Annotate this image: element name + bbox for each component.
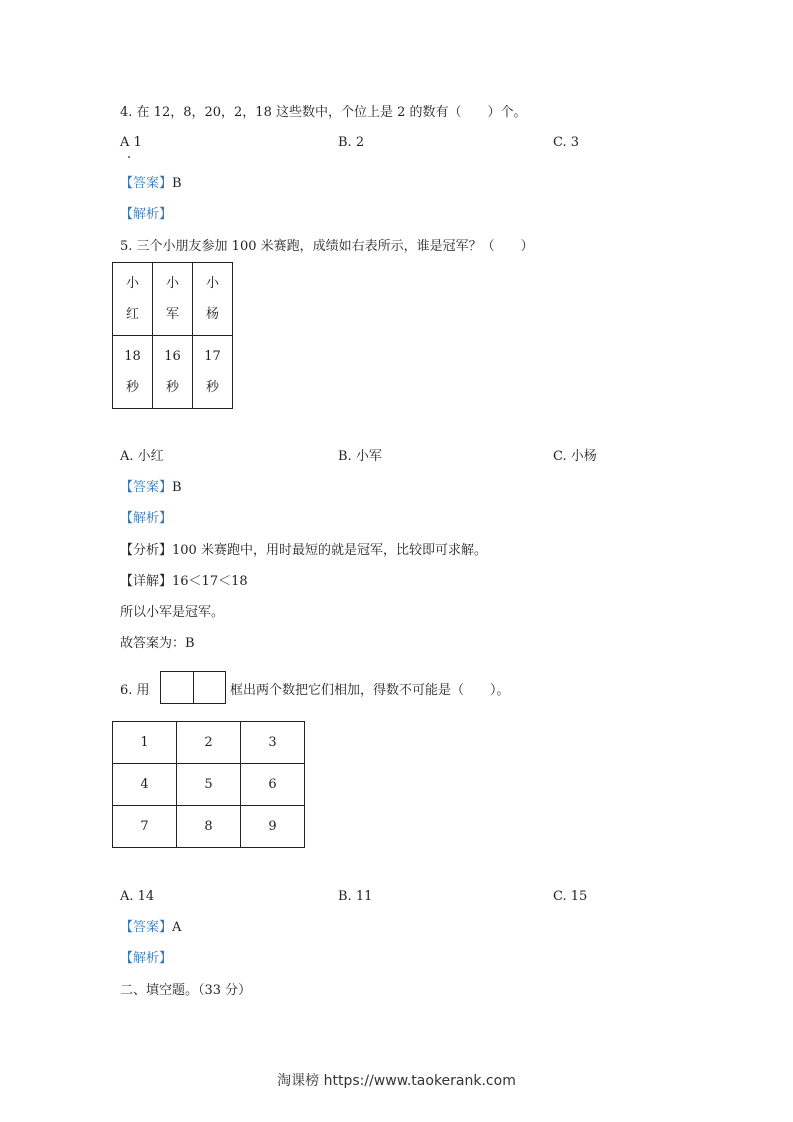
q4-option-c: C. 3 [553, 135, 580, 150]
q5-xiangjie-text: 16＜17＜18 [172, 574, 248, 589]
q5-name-1: 小 军 [165, 276, 179, 322]
q5-results-table [112, 262, 233, 409]
q5-option-c: C. 小杨 [553, 449, 597, 464]
grid-cell: 6 [241, 764, 305, 806]
grid-cell: 2 [177, 722, 241, 764]
q5-fenxi [120, 542, 487, 560]
q5-option-a: A. 小红 [120, 449, 164, 464]
q6-option-a: A. 14 [120, 889, 155, 904]
grid-cell: 9 [241, 806, 305, 848]
q5-time-1: 16 秒 [164, 349, 181, 395]
q5-answer [120, 479, 182, 497]
q5-fenxi-tag: 【分析】 [120, 543, 173, 558]
q6-option-b: B. 11 [338, 889, 373, 904]
q6-stem-suffix: 框出两个数把它们相加，得数不可能是（ ）。 [230, 683, 510, 698]
q4-option-a: A 1 [120, 135, 142, 150]
q5-time-cell [193, 336, 233, 409]
q4-answer [120, 175, 182, 193]
grid-cell: 3 [241, 722, 305, 764]
q5-time-cell [113, 336, 153, 409]
q5-answer-value: B [172, 480, 182, 495]
q4-answer-value: B [172, 176, 182, 191]
q5-name-cell [153, 263, 193, 336]
footer-watermark: 淘课榜 https://www.taokerank.com [277, 1073, 516, 1089]
q6-answer [120, 919, 181, 937]
q4-stem: 4. 在 12，8，20，2，18 这些数中，个位上是 2 的数有（ ）个。 [120, 105, 527, 120]
q5-fenxi-text: 100 米赛跑中，用时最短的就是冠军，比较即可求解。 [172, 543, 487, 558]
q5-name-cell [193, 263, 233, 336]
q5-xiangjie [120, 573, 248, 591]
q5-answer-tag: 【答案】 [120, 480, 173, 495]
section-heading: 二、填空题。（33 分） [120, 983, 252, 998]
q6-answer-tag: 【答案】 [120, 920, 173, 935]
grid-cell: 1 [113, 722, 177, 764]
q5-analysis-tag: 【解析】 [120, 511, 173, 526]
grid-cell: 7 [113, 806, 177, 848]
q5-time-cell [153, 336, 193, 409]
q4-option-b: B. 2 [338, 135, 365, 150]
q6-analysis-tag: 【解析】 [120, 951, 173, 966]
q6-frame-icon [160, 671, 226, 704]
q5-option-b: B. 小军 [338, 449, 382, 464]
q5-name-cell [113, 263, 153, 336]
q5-name-2: 小 杨 [205, 276, 219, 322]
grid-cell: 4 [113, 764, 177, 806]
q4-answer-tag: 【答案】 [120, 176, 173, 191]
q6-answer-value: A [172, 920, 182, 935]
q5-final-answer: 故答案为：B [120, 636, 195, 651]
q5-name-0: 小 红 [125, 276, 139, 322]
q5-stem: 5. 三个小朋友参加 100 米赛跑，成绩如右表所示，谁是冠军？（ ） [120, 239, 534, 254]
grid-cell: 8 [177, 806, 241, 848]
q5-xiangjie-tag: 【详解】 [120, 574, 173, 589]
q6-option-c: C. 15 [553, 889, 588, 904]
q4-analysis-tag: 【解析】 [120, 207, 173, 222]
grid-cell: 5 [177, 764, 241, 806]
q5-time-2: 17 秒 [204, 349, 221, 395]
q6-stem-prefix: 6. 用 [120, 683, 150, 698]
q6-number-grid [112, 721, 305, 848]
stray-dot [128, 156, 130, 158]
q5-conclusion: 所以小军是冠军。 [120, 605, 225, 620]
q5-time-0: 18 秒 [124, 349, 141, 395]
